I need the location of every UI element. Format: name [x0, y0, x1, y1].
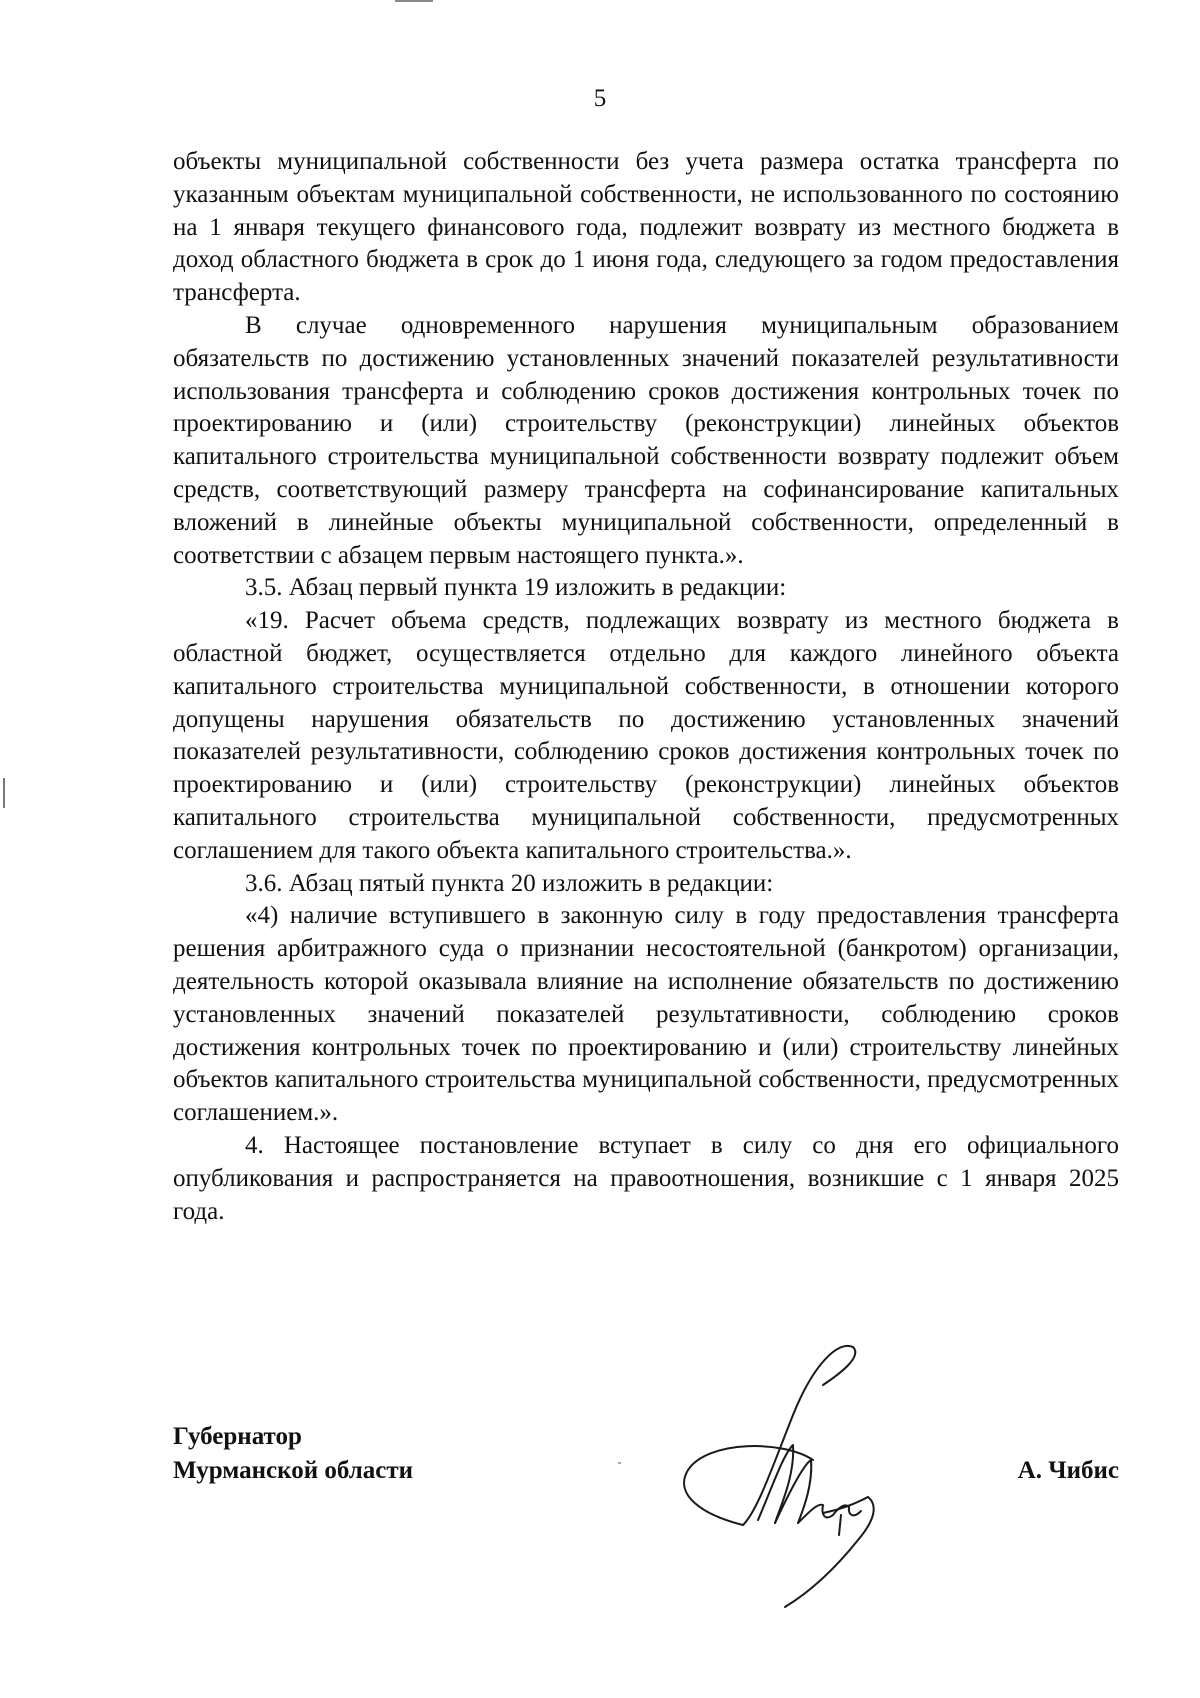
signatory-title-line2: Мурманской области — [173, 1457, 414, 1484]
scan-margin-mark — [3, 778, 5, 808]
page-number: 5 — [593, 85, 607, 112]
paragraph-item-4: 4. Настоящее постановление вступает в силу со дня его официального опубликования и распространяется на правоотношения, возникшие с 1 января 2025 года. — [173, 1131, 1119, 1225]
signatory-title-line1: Губернатор — [173, 1423, 302, 1450]
signature-block — [173, 1420, 1119, 1620]
signatory-name: А. Чибис — [1017, 1457, 1119, 1484]
paragraph-subitem-4: «4) наличие вступившего в законную силу в году предоставления трансферта решения арбитражного суда о признании несостоятельной (банкротом) организации, деятельность которой оказывала влияние на исполнение обязательств по достижению установленных значений показателей результативности, соблюдению сроков достижения контрольных точек по проектированию и (или) строительству линейных объектов капитального строительства муниципальной собственности, предусмотренных соглашением.». — [173, 902, 1119, 1127]
document-body — [173, 146, 1119, 1228]
paragraph-violation: В случае одновременного нарушения муниципальным образованием обязательств по достижению установленных значений показателей результативности использования трансферта и соблюдению сроков достижения контрольных точек по проектированию и (или) строительству (реконструкции) линейных объектов капитального строительства муниципальной собственности возврату подлежит объем средств, соответствующий размеру трансферта на софинансирование капитальных вложений в линейные объекты муниципальной собственности, определенный в соответствии с абзацем первым настоящего пункта.». — [173, 311, 1119, 569]
paragraph-continuation: объекты муниципальной собственности без учета размера остатка трансферта по указанным объектам муниципальной собственности, не использованного по состоянию на 1 января текущего финансового года, подлежит возврату из местного бюджета в доход областного бюджета в срок до 1 июня года, следующего за годом предоставления трансферта. — [173, 148, 1119, 307]
paragraph-item-3-5: 3.5. Абзац первый пункта 19 изложить в редакции: — [245, 574, 787, 602]
handwritten-signature-icon — [663, 1335, 923, 1615]
paragraph-item-3-6: 3.6. Абзац пятый пункта 20 изложить в редакции: — [245, 869, 774, 897]
paragraph-point-19: «19. Расчет объема средств, подлежащих возврату из местного бюджета в областной бюджет, осуществляется отдельно для каждого линейного объекта капитального строительства муниципальной собственности, в отношении которого допущены нарушения обязательств по достижению установленных значений показателей результативности, соблюдению сроков достижения контрольных точек по проектированию и (или) строительству (реконструкции) линейных объектов капитального строительства муниципальной собственности, предусмотренных соглашением для такого объекта капитального строительства.». — [173, 607, 1119, 864]
scan-top-rule — [395, 0, 433, 2]
signatory-title — [173, 1420, 413, 1488]
